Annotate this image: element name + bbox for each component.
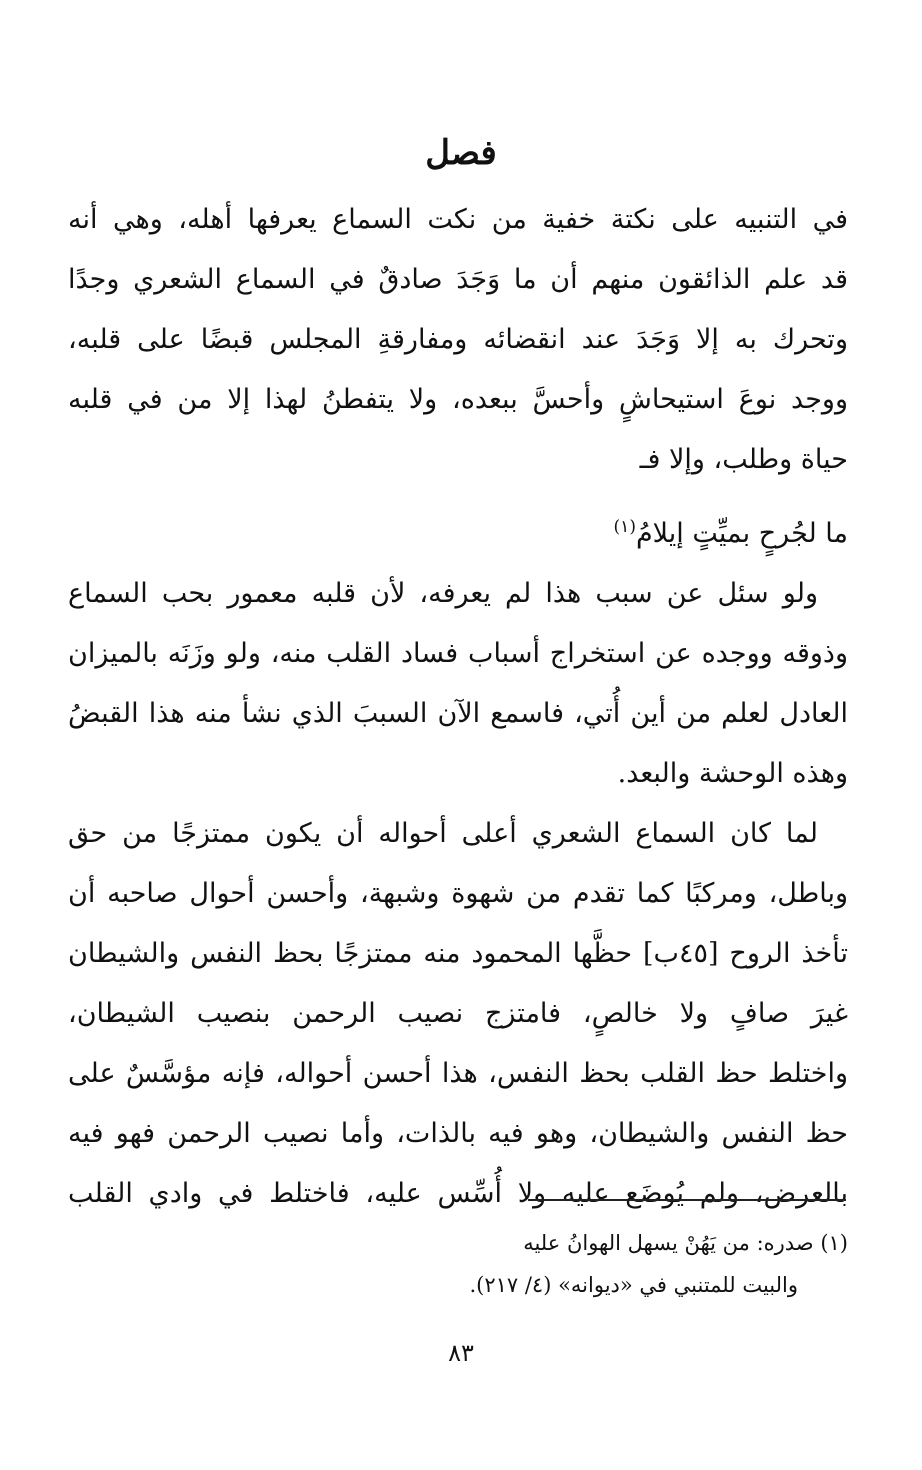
text-line: وذوقه ووجده عن استخراج أسباب فساد القلب منه، ولو وزَنَه بالميزان <box>68 638 848 669</box>
text-line: تأخذ الروح [٤٥ب] حظَّها المحمود منه ممتزجًا بحظ النفس والشيطان <box>68 938 848 969</box>
text-line: وباطل، ومركبًا كما تقدم من شهوة وشبهة، وأحسن أحوال صاحبه أن <box>68 878 848 909</box>
footnote-line: (١) صدره: من يَهُنْ يسهل الهوانُ عليه <box>523 1231 848 1255</box>
footnotes <box>68 1222 848 1306</box>
text-line: لما كان السماع الشعري أعلى أحواله أن يكون ممتزجًا من حق <box>68 818 818 849</box>
text-line: ووجد نوعَ استيحاشٍ وأحسَّ ببعده، ولا يتفطنُ لهذا إلا من في قلبه <box>68 384 848 415</box>
text-line: قد علم الذائقون منهم أن ما وَجَدَ صادقٌ في السماع الشعري وجدًا <box>68 264 848 295</box>
text-line: غيرَ صافٍ ولا خالصٍ، فامتزج نصيب الرحمن بنصيب الشيطان، <box>68 998 848 1029</box>
text-line: وهذه الوحشة والبعد. <box>617 758 848 789</box>
text-line: حظ النفس والشيطان، وهو فيه بالذات، وأما نصيب الرحمن فهو فيه <box>68 1118 848 1149</box>
footnote-marker: (١) <box>613 517 636 537</box>
text-line: العادل لعلم من أين أُتي، فاسمع الآن السببَ الذي نشأ منه هذا القبضُ <box>68 698 848 729</box>
footnote-line: والبيت للمتنبي في «ديوانه» (٤/ ٢١٧). <box>469 1273 798 1297</box>
text-line: واختلط حظ القلب بحظ النفس، هذا أحسن أحواله، فإنه مؤسَّسٌ على <box>68 1058 848 1089</box>
verse-text: ما لجُرحٍ بميِّتٍ إيلامُ <box>635 518 848 549</box>
text-line: بالعرض، ولم يُوضَع عليه ولا أُسِّس عليه، فاختلط في وادي القلب <box>68 1178 848 1209</box>
page-number: ٨٣ <box>448 1339 474 1367</box>
text-line: حياة وطلب، وإلا فـ <box>639 444 848 475</box>
text-line: وتحرك به إلا وَجَدَ عند انقضائه ومفارقةِ المجلس قبضًا على قلبه، <box>68 324 848 355</box>
verse-line <box>68 490 848 564</box>
footnote-divider <box>528 1199 846 1201</box>
text-line: في التنبيه على نكتة خفية من نكت السماع يعرفها أهله، وهي أنه <box>68 204 848 235</box>
text-line: ولو سئل عن سبب هذا لم يعرفه، لأن قلبه معمور بحب السماع <box>68 578 818 609</box>
main-text <box>68 190 848 1224</box>
section-heading: فصل <box>425 133 497 173</box>
